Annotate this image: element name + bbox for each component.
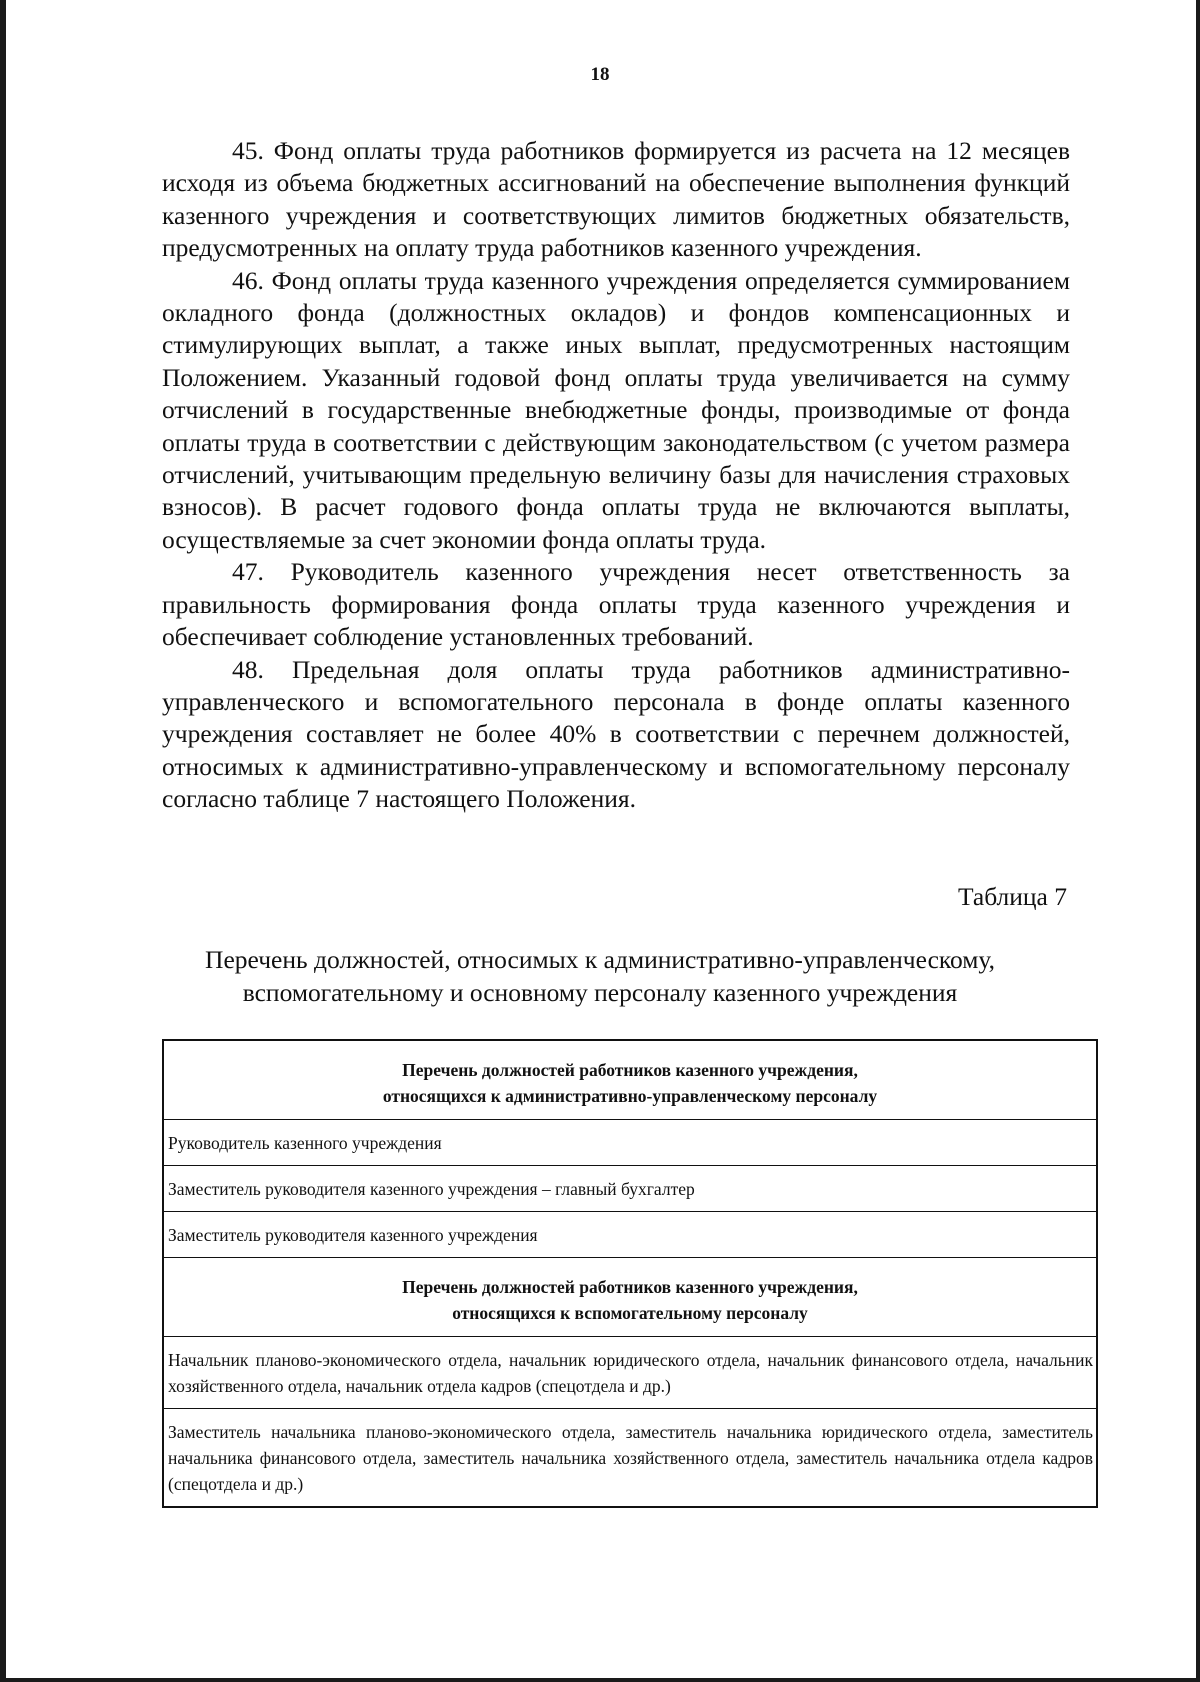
paragraph-46: 46. Фонд оплаты труда казенного учреждения определяется суммированием окладного фонда (должностных окладов) и фондов компенсационных и стимулирующих выплат, а также иных выплат, предусмотренных настоящим Положением. Указанный годовой фонд оплаты труда увеличивается на сумму отчислений в государственные внебюджетные фонды, производимые от фонда оплаты труда в соответствии с действующим законодательством (с учетом размера отчислений, учитывающим предельную величину базы для начисления страховых взносов). В расчет годового фонда оплаты труда не включаются выплаты, осуществляемые за счет экономии фонда оплаты труда.: [162, 265, 1070, 554]
scan-edge-bottom: [0, 1678, 1200, 1682]
admin-header-line-2: относящихся к административно-управленческому персоналу: [382, 1086, 878, 1106]
support-section-header: [164, 1257, 1096, 1336]
table-row: Начальник планово-экономического отдела, начальник юридического отдела, начальник финансового отдела, начальник хозяйственного отдела, начальник отдела кадров (спецотдела и др.): [164, 1336, 1096, 1408]
paragraph-48: 48. Предельная доля оплаты труда работников административно-управленческого и вспомогательного персонала в фонде оплаты казенного учреждения составляет не более 40% в соответствии с перечнем должностей, относимых к административно-управленческому и вспомогательному персоналу согласно таблице 7 настоящего Положения.: [162, 654, 1070, 814]
paragraph-47: 47. Руководитель казенного учреждения несет ответственность за правильность формирования фонда оплаты труда казенного учреждения и обеспечивает соблюдение установленных требований.: [162, 557, 1070, 652]
admin-section-header: [164, 1041, 1096, 1119]
scan-edge-right: [1196, 0, 1200, 1682]
admin-header-line-1: Перечень должностей работников казенного учреждения,: [402, 1060, 858, 1080]
scan-edge-left: [0, 0, 6, 1682]
support-header-line-2: относящихся к вспомогательному персоналу: [452, 1303, 808, 1323]
page-number: 18: [590, 64, 610, 85]
caption-line-2: вспомогательному и основному персоналу казенного учреждения: [242, 978, 958, 1007]
caption-line-1: Перечень должностей, относимых к административно-управленческому,: [205, 945, 995, 974]
table-label: Таблица 7: [957, 882, 1067, 911]
table-row: Руководитель казенного учреждения: [164, 1119, 1096, 1165]
table-row: Заместитель начальника планово-экономического отдела, заместитель начальника юридического отдела, заместитель начальника финансового отдела, заместитель начальника хозяйственного отдела, заместитель начальника отдела кадров (спецотдела и др.): [164, 1408, 1096, 1506]
table-row: Заместитель руководителя казенного учреждения – главный бухгалтер: [164, 1165, 1096, 1211]
paragraph-45: 45. Фонд оплаты труда работников формируется из расчета на 12 месяцев исходя из объема бюджетных ассигнований на обеспечение выполнения функций казенного учреждения и соответствующих лимитов бюджетных обязательств, предусмотренных на оплату труда работников казенного учреждения.: [162, 136, 1070, 263]
positions-table: [162, 1039, 1098, 1508]
table-caption: [120, 943, 1080, 1009]
support-header-line-1: Перечень должностей работников казенного учреждения,: [402, 1277, 858, 1297]
table-row: Заместитель руководителя казенного учреждения: [164, 1211, 1096, 1257]
body-text: [162, 135, 1070, 816]
